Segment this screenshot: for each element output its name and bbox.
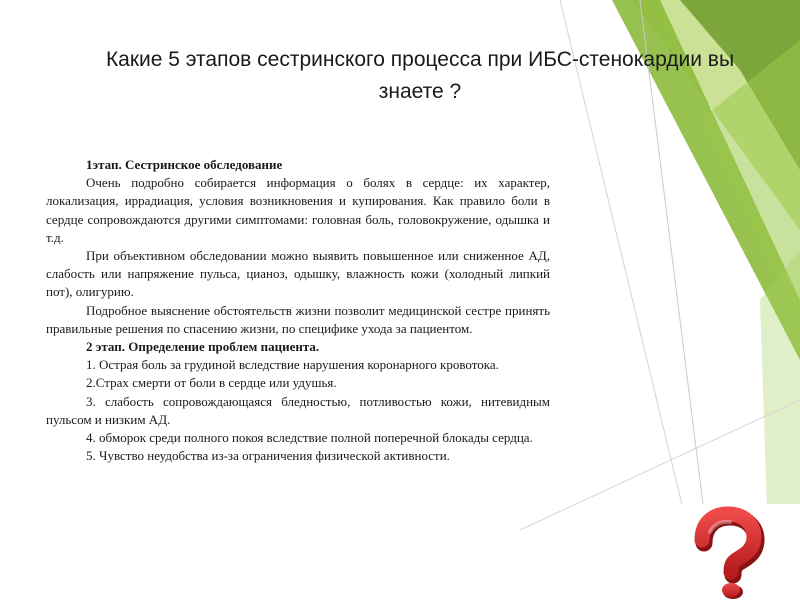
stage-2-heading: 2 этап. Определение проблем пациента. [86,339,320,355]
slide-title-line-2: знаете ? [378,80,462,103]
question-image [652,504,800,600]
paragraph-objective-exam: При объективном обследовании можно выявить повышенное или сниженное АД, слабость или напряжение пульса, цианоз, одышку, влажность кожи (холодный липкий пот), олигурию. [46,248,550,300]
problem-item-1: 1. Острая боль за грудиной вследствие нарушения коронарного кровотока. [86,357,499,373]
question-mark-icon [652,504,800,600]
problem-item-5: 5. Чувство неудобства из-за ограничения физической активности. [86,448,450,464]
problem-item-2: 2.Страх смерти от боли в сердце или удушья. [86,375,337,391]
slide-body [46,156,550,465]
stage-1-heading: 1этап. Сестринское обследование [86,157,283,172]
problem-item-3: 3. слабость сопровождающаяся бледностью, потливостью кожи, нитевидным пульсом и низким АД. [46,393,550,427]
slide-title-line-1: Какие 5 этапов сестринского процесса при ИБС-стенокардии вы [105,48,735,71]
paragraph-pain-info: Очень подробно собирается информация о болях в сердце: их характер, локализация, иррадиация, условия возникновения и купирования. Как правило боли в сердце сопровождаются другими симптомами: головная боль, головокружение, одышка и т.д. [46,175,550,245]
paragraph-life-circumstances: Подробное выяснение обстоятельств жизни позволит медицинской сестре принять правильные решения по спасению жизни, по специфике ухода за пациентом. [46,302,550,336]
slide-title [40,44,800,108]
problem-item-4: 4. обморок среди полного покоя вследствие полной поперечной блокады сердца. [86,430,533,446]
